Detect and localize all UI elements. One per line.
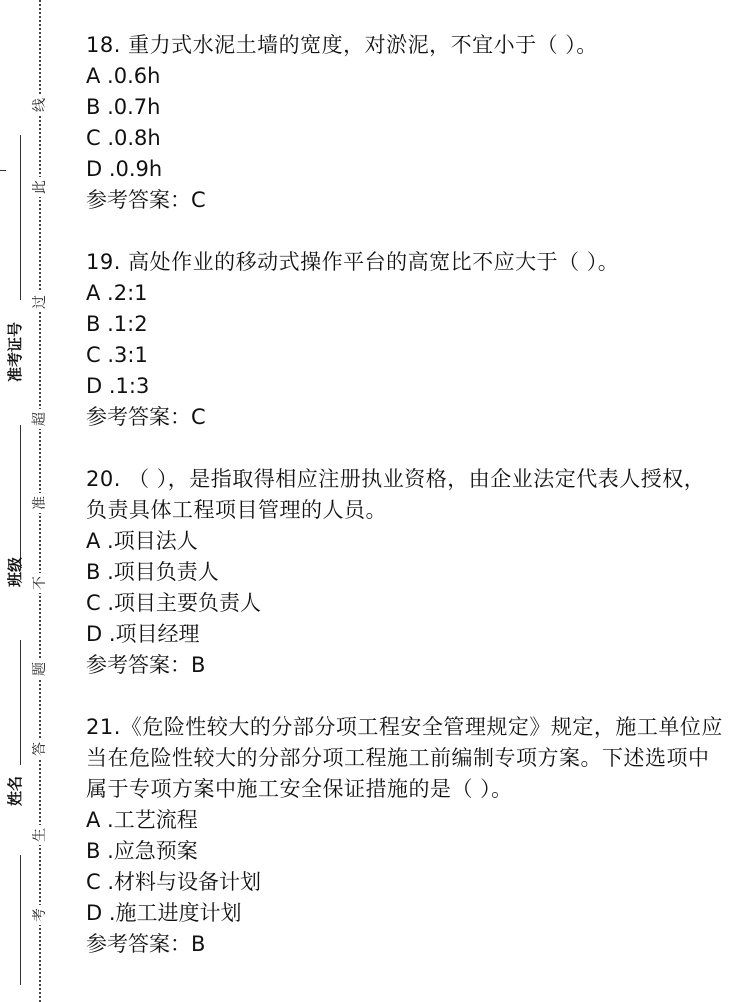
question-stem: 20. （ ），是指取得相应注册执业资格，由企业法定代表人授权，负责具体工程项目管理的人员。 (86, 467, 706, 522)
question-item (86, 30, 726, 216)
cut-char: 过 (31, 292, 49, 312)
cut-char: 生 (31, 825, 49, 845)
question-item (86, 712, 726, 960)
cut-char: 线 (31, 95, 49, 115)
option-a: A .0.6h (86, 64, 161, 88)
option-a: A .工艺流程 (86, 808, 198, 832)
question-stem: 19. 高处作业的移动式操作平台的高宽比不应大于（ ）。 (86, 250, 620, 274)
option-b: B .1:2 (86, 312, 148, 336)
option-b: B .应急预案 (86, 839, 198, 863)
field-line (20, 640, 21, 765)
option-d: D .施工进度计划 (86, 901, 242, 925)
option-d: D .0.9h (86, 157, 163, 181)
field-line (20, 855, 21, 985)
question-stem: 18. 重力式水泥土墙的宽度，对淤泥，不宜小于（ ）。 (86, 33, 598, 57)
field-label-name: 姓名 (6, 775, 24, 806)
cut-char: 答 (31, 739, 49, 759)
option-c: C .3:1 (86, 343, 148, 367)
reference-answer: 参考答案：B (86, 653, 206, 677)
option-d: D .1:3 (86, 374, 150, 398)
margin-tick (0, 170, 6, 171)
cut-char: 超 (31, 409, 49, 429)
option-b: B .0.7h (86, 95, 161, 119)
binding-margin (0, 0, 70, 1002)
option-c: C .项目主要负责人 (86, 591, 262, 615)
field-line (20, 135, 21, 300)
option-a: A .项目法人 (86, 529, 198, 553)
question-stem: 21.《危险性较大的分部分项工程安全管理规定》规定，施工单位应当在危险性较大的分部分项工程施工前编制专项方案。下述选项中属于专项方案中施工安全保证措施的是（ ）。 (86, 715, 723, 801)
option-a: A .2:1 (86, 281, 148, 305)
field-line (20, 425, 21, 570)
cut-char: 考 (31, 905, 49, 925)
field-label-class: 班级 (6, 556, 24, 587)
option-b: B .项目负责人 (86, 560, 219, 584)
cut-char: 不 (31, 573, 49, 593)
option-d: D .项目经理 (86, 622, 200, 646)
reference-answer: 参考答案：B (86, 932, 206, 956)
reference-answer: 参考答案：C (86, 405, 206, 429)
cut-char: 准 (31, 493, 49, 513)
option-c: C .材料与设备计划 (86, 870, 262, 894)
question-item (86, 247, 726, 433)
question-list (86, 30, 726, 991)
reference-answer: 参考答案：C (86, 188, 206, 212)
field-label-exam-number: 准考证号 (6, 321, 24, 382)
cut-char: 此 (31, 177, 49, 197)
question-item (86, 464, 726, 681)
cut-char: 题 (31, 659, 49, 679)
option-c: C .0.8h (86, 126, 161, 150)
